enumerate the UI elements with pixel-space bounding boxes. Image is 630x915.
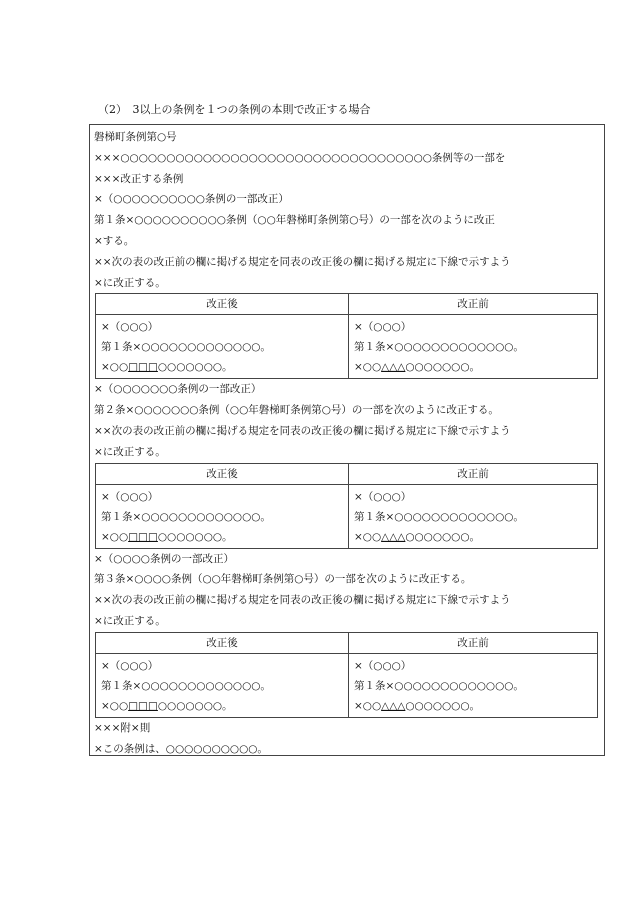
column-header-after: 改正後 <box>96 463 349 484</box>
article-text: ××次の表の改正前の欄に掲げる規定を同表の改正後の欄に掲げる規定に下線で示すよう <box>94 255 511 268</box>
cell-article: 第１条×○○○○○○○○○○○○○。 <box>354 510 524 523</box>
underlined-change: △△△ <box>381 699 406 712</box>
column-header-before: 改正前 <box>349 294 598 315</box>
ordinance-example-box <box>89 124 605 756</box>
underlined-change: □□□ <box>128 361 158 374</box>
comparison-table <box>95 463 598 549</box>
cell-amended-line: ×○○□□□○○○○○○○。 <box>101 530 233 543</box>
supplementary-provisions-text: ×この条例は、○○○○○○○○○○。 <box>94 742 268 755</box>
article-text: ×する。 <box>94 234 135 247</box>
cell-original-line: ×○○△△△○○○○○○○。 <box>354 530 480 543</box>
article-text: ××次の表の改正前の欄に掲げる規定を同表の改正後の欄に掲げる規定に下線で示すよう <box>94 424 511 437</box>
underlined-change: □□□ <box>128 699 158 712</box>
supplementary-provisions-title: ×××附×則 <box>94 721 151 734</box>
ordinance-name-line-1: ×××○○○○○○○○○○○○○○○○○○○○○○○○○○○○○○○○○○条例等の一部を <box>94 151 506 164</box>
before-cell <box>349 315 598 379</box>
cell-article: 第１条×○○○○○○○○○○○○○。 <box>354 341 524 354</box>
column-header-after: 改正後 <box>96 632 349 653</box>
cell-caption: ×（○○○） <box>101 659 159 672</box>
cell-caption: ×（○○○） <box>101 321 159 334</box>
article-text: 第３条×○○○○条例（○○年磐梯町条例第○号）の一部を次のように改正する。 <box>94 573 472 586</box>
after-cell <box>96 653 349 717</box>
article-text: 第１条×○○○○○○○○○○条例（○○年磐梯町条例第○号）の一部を次のように改正 <box>94 214 495 227</box>
comparison-table <box>95 293 598 379</box>
after-cell <box>96 315 349 379</box>
cell-article: 第１条×○○○○○○○○○○○○○。 <box>101 341 271 354</box>
article-text: ×に改正する。 <box>94 445 166 458</box>
cell-article: 第１条×○○○○○○○○○○○○○。 <box>101 679 271 692</box>
cell-caption: ×（○○○） <box>101 490 159 503</box>
underlined-change: △△△ <box>381 530 406 543</box>
article-caption: ×（○○○○○○○条例の一部改正） <box>94 383 262 396</box>
cell-amended-line: ×○○□□□○○○○○○○。 <box>101 361 233 374</box>
before-cell <box>349 484 598 548</box>
cell-caption: ×（○○○） <box>354 659 412 672</box>
section-heading: （2） 3以上の条例を１つの条例の本則で改正する場合 <box>98 103 371 116</box>
ordinance-title: 磐梯町条例第○号 <box>94 131 177 143</box>
underlined-change: △△△ <box>381 361 406 374</box>
column-header-before: 改正前 <box>349 463 598 484</box>
article-text: ××次の表の改正前の欄に掲げる規定を同表の改正後の欄に掲げる規定に下線で示すよう <box>94 594 511 607</box>
after-cell <box>96 484 349 548</box>
cell-caption: ×（○○○） <box>354 490 412 503</box>
column-header-after: 改正後 <box>96 294 349 315</box>
article-text: ×に改正する。 <box>94 276 166 289</box>
article-caption: ×（○○○○○○○○○○条例の一部改正） <box>94 193 289 206</box>
cell-original-line: ×○○△△△○○○○○○○。 <box>354 361 480 374</box>
cell-article: 第１条×○○○○○○○○○○○○○。 <box>101 510 271 523</box>
cell-article: 第１条×○○○○○○○○○○○○○。 <box>354 679 524 692</box>
cell-amended-line: ×○○□□□○○○○○○○。 <box>101 699 233 712</box>
article-caption: ×（○○○○条例の一部改正） <box>94 552 234 565</box>
comparison-table <box>95 632 598 718</box>
cell-caption: ×（○○○） <box>354 321 412 334</box>
ordinance-name-line-2: ×××改正する条例 <box>94 172 184 185</box>
article-text: ×に改正する。 <box>94 614 166 627</box>
cell-original-line: ×○○△△△○○○○○○○。 <box>354 699 480 712</box>
before-cell <box>349 653 598 717</box>
article-text: 第２条×○○○○○○○条例（○○年磐梯町条例第○号）の一部を次のように改正する。 <box>94 404 499 417</box>
underlined-change: □□□ <box>128 530 158 543</box>
column-header-before: 改正前 <box>349 632 598 653</box>
